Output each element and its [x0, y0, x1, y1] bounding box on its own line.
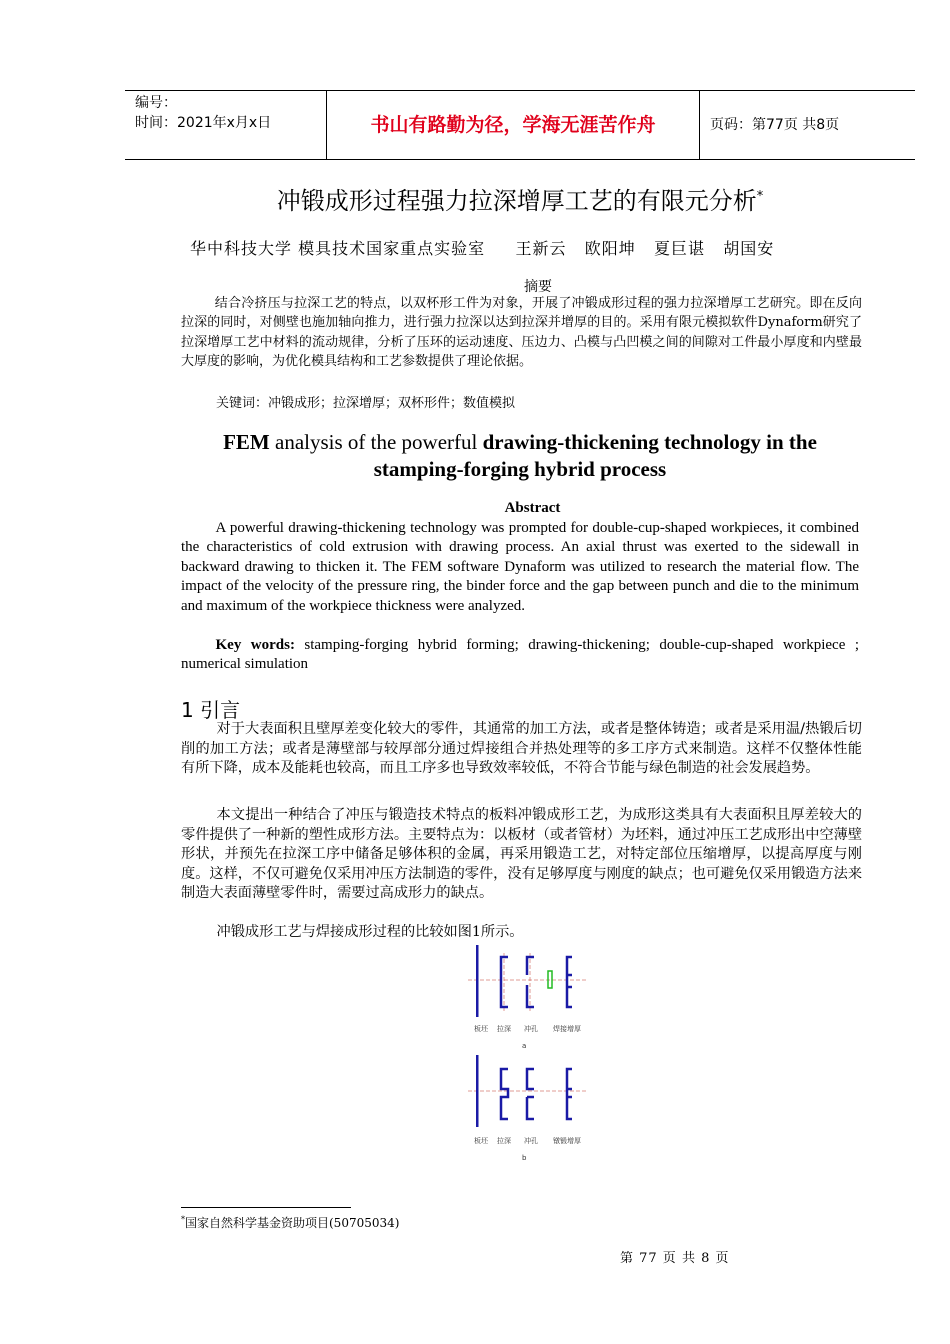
- pierced-part-shape: [527, 1069, 534, 1119]
- zh-keywords-label: 关键词：: [216, 396, 269, 411]
- title-footnote-mark: *: [756, 189, 764, 204]
- en-keywords-text: stamping-forging hybrid forming; drawing-thickening; double-cup-shaped workpiece ; numerical simulation: [181, 637, 859, 673]
- zh-abstract-text: 结合冷挤压与拉深工艺的特点，以双杯形工件为对象，开展了冲锻成形过程的强力拉深增厚工艺研究。即在反向拉深的同时，对侧壁也施加轴向推力，进行强力拉深以达到拉深并增厚的目的。采用有限元模拟软件Dynaform研究了拉深增厚工艺中材料的流动规律，分析了压环的运动速度、压边力、凸模与凸凹模之间的间隙对工件最小厚度和内壁最大厚度的影响，为优化模具结构和工艺参数提供了理论依据。: [181, 296, 862, 370]
- number-label: 编号：: [135, 95, 177, 111]
- english-title-part2: analysis of the powerful: [269, 430, 483, 454]
- time-label: 时间：2021年x月x日: [135, 115, 272, 131]
- welded-part-shape: [567, 957, 572, 1007]
- header-meta: [135, 93, 271, 133]
- footnote-text: 国家自然科学基金资助项目(50705034): [185, 1216, 400, 1230]
- zh-abstract-heading: 摘要: [524, 279, 552, 295]
- figure-process-comparison: [468, 945, 588, 1165]
- section-paragraph-1: [181, 720, 862, 779]
- footnote-mark: *: [181, 1215, 185, 1224]
- drawn-cup-shape: [501, 957, 508, 1007]
- row-a-label-blank: 板坯: [474, 1025, 488, 1033]
- header-motto: 书山有路勤为径，学海无涯苦作舟: [370, 114, 656, 136]
- row-b-label-pierce: 冲孔: [524, 1137, 538, 1145]
- authors: 华中科技大学 模具技术国家重点实验室 王新云 欧阳坤 夏巨谌 胡国安: [190, 239, 775, 258]
- zh-keywords-text: 冲锻成形；拉深增厚；双杯形件；数值模拟: [268, 396, 516, 411]
- blank-plate-shape: [476, 1055, 479, 1127]
- paper-title: [0, 181, 950, 216]
- english-title-part3: drawing-thickening technology in the stamping-forging hybrid process: [373, 430, 817, 481]
- header-table: [125, 90, 915, 160]
- header-page-label: 页码：第77页 共8页: [710, 117, 840, 133]
- paragraph-1-c: 或者是薄壁部与较厚部分通过焊接组合并热处理等的多工序方式来制造。这样不仅整体性能有所下降，成本及能耗也较高，而且工序多也导致效率较低，: [181, 740, 862, 777]
- paper-title-text: 冲锻成形过程强力拉深增厚工艺的有限元分析: [276, 187, 757, 215]
- section-paragraph-2: 本文提出一种结合了冲压与锻造技术特点的板料冲锻成形工艺，为成形这类具有大表面积且厚差较大的零件提供了一种新的塑性成形方法。主要特点为：以板材（或者管材）为坯料，通过冲压工艺成形出中空薄壁形状，并预先在拉深工序中储备足够体积的金属，再采用锻造工艺，对特定部位压缩增厚，以提高厚度与刚度。这样，不仅可避免仅采用冲压方法制造的零件，没有足够厚度与刚度的缺点；也可避免仅采用锻造方法来制造大表面薄壁零件时，需要过高成形力的缺点。: [181, 807, 863, 902]
- footnote: [181, 1214, 399, 1231]
- pierced-cup-shape: [527, 957, 534, 1007]
- blank-plate-shape: [476, 945, 479, 1017]
- weld-part-shape: [548, 971, 552, 988]
- paragraph-1-a: 对于大表面积且壁厚差变化较大的零件，: [216, 721, 473, 737]
- en-abstract-text: A powerful drawing-thickening technology was prompted for double-cup-shaped workpieces, it combined the characteristics of cold extrusion with drawing process. An axial thrust was exerted to the sidewall in backward drawing to thicken it. The FEM software Dynaform was utilized to research the material flow. The impact of the velocity of the pressure ring, the binder force and the gap between punch and die to the minimum and maximum of the workpiece thickness were analyzed.: [181, 520, 859, 614]
- row-a-label-draw: 拉深: [497, 1025, 511, 1033]
- en-abstract-heading: Abstract: [504, 500, 561, 516]
- en-keywords-label: Key words:: [215, 637, 295, 653]
- drawn-part-shape: [501, 1069, 508, 1119]
- paragraph-1-d: 不符合节能与绿色制造的社会发展趋势。: [564, 760, 820, 777]
- footnote-separator: [181, 1207, 351, 1208]
- row-b-tag: b: [522, 1154, 527, 1162]
- section-heading: 1 引言: [181, 698, 241, 722]
- forged-part-shape: [567, 1069, 572, 1119]
- english-title: [181, 429, 859, 483]
- page-footer: 第 77 页 共 8 页: [620, 1251, 730, 1266]
- english-title-part1: FEM: [223, 430, 270, 454]
- row-b-label-draw: 拉深: [497, 1137, 511, 1145]
- header-divider: [699, 91, 700, 159]
- section-paragraph-3: 冲锻成形工艺与焊接成形过程的比较如图1所示。: [216, 924, 524, 940]
- paragraph-1-b: 其通常的加工方法，或者是整体铸造；或者是采用温/热锻后切削的加工方法；: [181, 721, 862, 757]
- en-keywords: [181, 636, 859, 675]
- row-a-tag: a: [522, 1042, 527, 1050]
- row-a-label-weld: 焊接增厚: [553, 1025, 581, 1033]
- row-b-label-blank: 板坯: [474, 1137, 488, 1145]
- row-b-label-forge: 镦锻增厚: [553, 1137, 581, 1145]
- zh-keywords: [216, 392, 515, 411]
- row-a-label-pierce: 冲孔: [524, 1025, 538, 1033]
